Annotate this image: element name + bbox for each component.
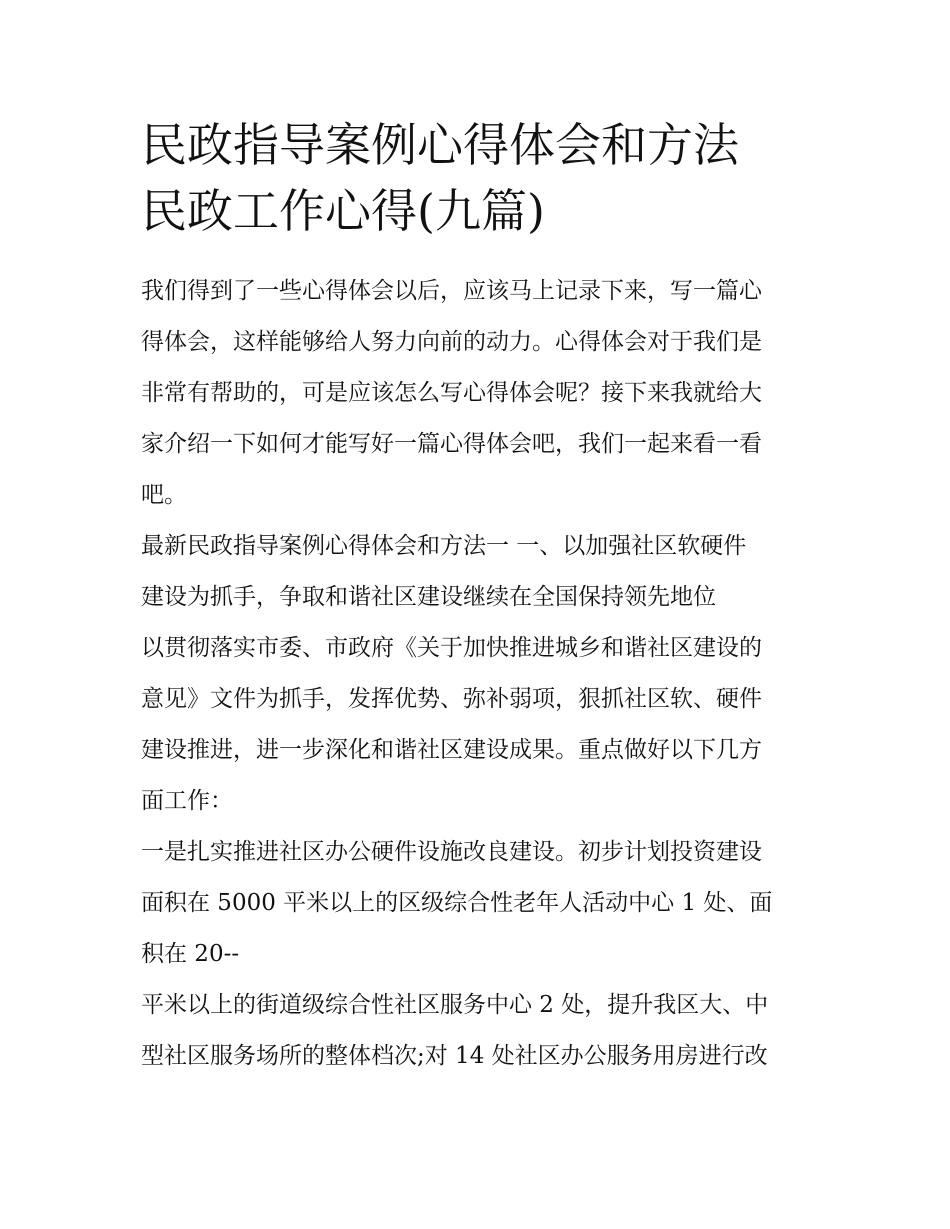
text-line: 面积在 5000 平米以上的区级综合性老年人活动中心 1 处、面	[141, 890, 773, 916]
title-line: 民政指导案例心得体会和方法	[141, 118, 739, 172]
text-line: 建设为抓手，争取和谐社区建设继续在全国保持领先地位	[141, 584, 716, 610]
paragraph-policy	[141, 623, 821, 827]
text-line: 吧。	[141, 482, 187, 508]
text-line: 面工作：	[141, 788, 233, 814]
paragraph-intro	[141, 266, 821, 521]
paragraph-item-one-continued	[141, 980, 821, 1082]
text-line: 建设推进，进一步深化和谐社区建设成果。重点做好以下几方	[141, 737, 762, 763]
text-line: 型社区服务场所的整体档次;对 14 处社区办公服务用房进行改	[141, 1043, 768, 1069]
text-line: 我们得到了一些心得体会以后，应该马上记录下来，写一篇心	[141, 278, 762, 304]
text-line: 意见》文件为抓手，发挥优势、弥补弱项，狠抓社区软、硬件	[141, 686, 762, 712]
text-line: 家介绍一下如何才能写好一篇心得体会吧，我们一起来看一看	[141, 431, 762, 457]
text-line: 最新民政指导案例心得体会和方法一 一、以加强社区软硬件	[141, 533, 747, 559]
document-title	[141, 112, 821, 244]
text-line: 非常有帮助的，可是应该怎么写心得体会呢？接下来我就给大	[141, 380, 762, 406]
text-line: 积在 20--	[141, 941, 240, 967]
document-page	[141, 112, 821, 1082]
text-line: 平米以上的街道级综合性社区服务中心 2 处，提升我区大、中	[141, 992, 769, 1018]
paragraph-item-one	[141, 827, 821, 980]
document-body	[141, 266, 821, 1082]
text-line: 以贯彻落实市委、市政府《关于加快推进城乡和谐社区建设的	[141, 635, 762, 661]
text-line: 一是扎实推进社区办公硬件设施改良建设。初步计划投资建设	[141, 839, 762, 865]
text-line: 得体会，这样能够给人努力向前的动力。心得体会对于我们是	[141, 329, 762, 355]
title-line: 民政工作心得(九篇)	[141, 184, 545, 238]
paragraph-section-heading	[141, 521, 821, 623]
